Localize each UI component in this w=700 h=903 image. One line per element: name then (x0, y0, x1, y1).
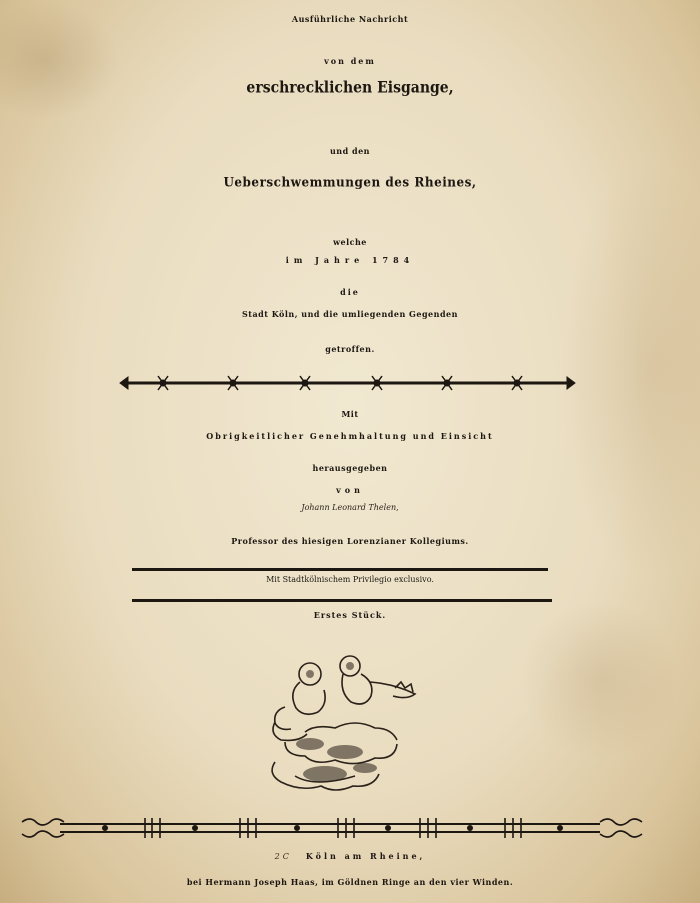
place-line (0, 851, 700, 861)
privilegio-line: Mit Stadtkölnischem Privilegio exclusivo. (266, 575, 434, 584)
year-line: im Jahre 1784 (285, 255, 415, 265)
printer-line: bei Hermann Joseph Haas, im Göldnen Ringe an den vier Winden. (186, 877, 514, 887)
und-den-line: und den (329, 146, 370, 156)
rule-top (132, 568, 548, 571)
author-line: Johann Leonard Thelen, (301, 503, 399, 512)
herausgegeben-line: herausgegeben (312, 463, 388, 473)
professor-line: Professor des hiesigen Lorenzianer Kollegiums. (231, 536, 469, 546)
paper-stain (520, 600, 680, 760)
rule-bottom (132, 599, 552, 602)
decorative-border-rule-icon (0, 814, 700, 842)
getroffen-line: getroffen. (325, 344, 375, 354)
place-text: Köln am Rheine, (305, 851, 426, 861)
stadt-line: Stadt Köln, und die umliegenden Gegenden (242, 309, 458, 319)
title-line-1: erschrecklichen Eisgange, (246, 79, 454, 97)
von-line: von (336, 485, 364, 495)
erstes-stueck-line: Erstes Stück. (313, 610, 387, 620)
cherub-cloud-vignette-icon (255, 652, 430, 797)
die-line: die (340, 287, 360, 297)
title-line-2: Ueberschwemmungen des Rheines, (223, 174, 477, 190)
heading-line: Ausführliche Nachricht (291, 14, 409, 24)
welche-line: welche (333, 237, 367, 247)
price-mark: 2C (274, 852, 292, 861)
fleuron-rule-icon (0, 370, 700, 396)
obrigkeit-line: Obrigkeitlicher Genehmhaltung und Einsicht (206, 431, 494, 441)
mit-line: Mit (341, 409, 359, 419)
von-dem-line: von dem (324, 56, 376, 66)
